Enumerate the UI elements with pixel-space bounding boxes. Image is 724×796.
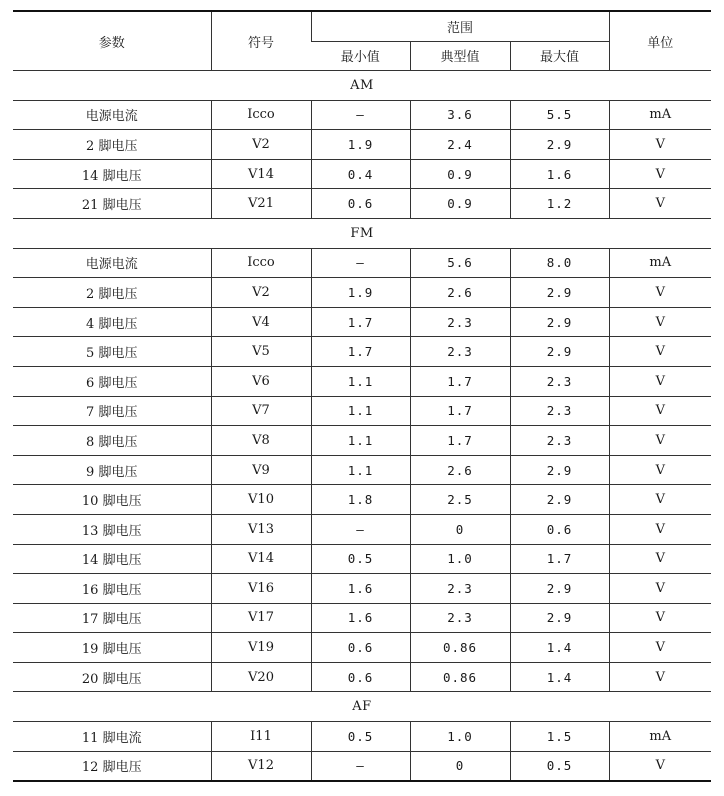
typ-cell: 0 bbox=[410, 514, 510, 544]
table-row bbox=[13, 426, 711, 456]
table-row bbox=[13, 514, 711, 544]
max-cell: 1.4 bbox=[510, 662, 609, 692]
typ-cell: 0.9 bbox=[410, 189, 510, 219]
symbol-cell: V5 bbox=[211, 337, 311, 367]
max-cell: 8.0 bbox=[510, 248, 609, 278]
min-cell: 0.6 bbox=[311, 189, 410, 219]
min-cell: 1.7 bbox=[311, 307, 410, 337]
table-row bbox=[13, 544, 711, 574]
param-cell: 21 脚电压 bbox=[13, 189, 211, 219]
unit-cell: V bbox=[609, 307, 711, 337]
header-min: 最小值 bbox=[311, 41, 410, 71]
max-cell: 2.9 bbox=[510, 603, 609, 633]
typ-cell: 2.4 bbox=[410, 130, 510, 160]
unit-cell: V bbox=[609, 278, 711, 308]
symbol-cell: V20 bbox=[211, 662, 311, 692]
table-row bbox=[13, 485, 711, 515]
unit-cell: V bbox=[609, 366, 711, 396]
max-cell: 0.5 bbox=[510, 751, 609, 781]
table-row bbox=[13, 278, 711, 308]
param-cell: 10 脚电压 bbox=[13, 485, 211, 515]
typ-cell: 1.7 bbox=[410, 396, 510, 426]
param-cell: 12 脚电压 bbox=[13, 751, 211, 781]
min-cell: 1.1 bbox=[311, 396, 410, 426]
param-cell: 20 脚电压 bbox=[13, 662, 211, 692]
table-row bbox=[13, 248, 711, 278]
symbol-cell: V19 bbox=[211, 633, 311, 663]
min-cell: — bbox=[311, 751, 410, 781]
symbol-cell: V2 bbox=[211, 130, 311, 160]
table-row bbox=[13, 396, 711, 426]
header-max: 最大值 bbox=[510, 41, 609, 71]
typ-cell: 2.5 bbox=[410, 485, 510, 515]
table-row bbox=[13, 574, 711, 604]
max-cell: 2.9 bbox=[510, 307, 609, 337]
max-cell: 1.2 bbox=[510, 189, 609, 219]
min-cell: 1.9 bbox=[311, 130, 410, 160]
table-row bbox=[13, 159, 711, 189]
unit-cell: V bbox=[609, 396, 711, 426]
table-row bbox=[13, 307, 711, 337]
typ-cell: 2.3 bbox=[410, 307, 510, 337]
min-cell: 1.9 bbox=[311, 278, 410, 308]
table-row bbox=[13, 662, 711, 692]
min-cell: 0.5 bbox=[311, 722, 410, 752]
section-row bbox=[13, 692, 711, 722]
max-cell: 2.3 bbox=[510, 396, 609, 426]
unit-cell: V bbox=[609, 633, 711, 663]
section-title: AF bbox=[13, 692, 711, 722]
max-cell: 2.9 bbox=[510, 337, 609, 367]
param-cell: 电源电流 bbox=[13, 100, 211, 130]
typ-cell: 0.86 bbox=[410, 662, 510, 692]
table-body bbox=[13, 71, 711, 782]
param-cell: 16 脚电压 bbox=[13, 574, 211, 604]
typ-cell: 2.6 bbox=[410, 455, 510, 485]
typ-cell: 5.6 bbox=[410, 248, 510, 278]
unit-cell: V bbox=[609, 544, 711, 574]
param-cell: 14 脚电压 bbox=[13, 544, 211, 574]
symbol-cell: V14 bbox=[211, 159, 311, 189]
table-row bbox=[13, 455, 711, 485]
typ-cell: 1.0 bbox=[410, 544, 510, 574]
typ-cell: 0 bbox=[410, 751, 510, 781]
unit-cell: V bbox=[609, 514, 711, 544]
min-cell: 1.1 bbox=[311, 455, 410, 485]
max-cell: 0.6 bbox=[510, 514, 609, 544]
param-cell: 19 脚电压 bbox=[13, 633, 211, 663]
table-row bbox=[13, 633, 711, 663]
table-row bbox=[13, 337, 711, 367]
unit-cell: V bbox=[609, 662, 711, 692]
typ-cell: 0.86 bbox=[410, 633, 510, 663]
unit-cell: mA bbox=[609, 248, 711, 278]
table-row bbox=[13, 100, 711, 130]
table-row bbox=[13, 130, 711, 160]
symbol-cell: V14 bbox=[211, 544, 311, 574]
section-title: AM bbox=[13, 71, 711, 101]
symbol-cell: V8 bbox=[211, 426, 311, 456]
unit-cell: V bbox=[609, 455, 711, 485]
min-cell: — bbox=[311, 100, 410, 130]
symbol-cell: V21 bbox=[211, 189, 311, 219]
header-row bbox=[13, 11, 711, 41]
symbol-cell: V7 bbox=[211, 396, 311, 426]
spec-table bbox=[13, 10, 711, 782]
param-cell: 8 脚电压 bbox=[13, 426, 211, 456]
min-cell: 1.8 bbox=[311, 485, 410, 515]
param-cell: 电源电流 bbox=[13, 248, 211, 278]
unit-cell: V bbox=[609, 130, 711, 160]
max-cell: 2.9 bbox=[510, 130, 609, 160]
max-cell: 2.9 bbox=[510, 485, 609, 515]
header-range: 范围 bbox=[311, 11, 609, 41]
param-cell: 6 脚电压 bbox=[13, 366, 211, 396]
min-cell: 0.4 bbox=[311, 159, 410, 189]
unit-cell: V bbox=[609, 337, 711, 367]
unit-cell: V bbox=[609, 751, 711, 781]
typ-cell: 1.0 bbox=[410, 722, 510, 752]
symbol-cell: V6 bbox=[211, 366, 311, 396]
min-cell: 0.6 bbox=[311, 633, 410, 663]
min-cell: 0.5 bbox=[311, 544, 410, 574]
table-row bbox=[13, 603, 711, 633]
section-title: FM bbox=[13, 218, 711, 248]
typ-cell: 2.3 bbox=[410, 603, 510, 633]
symbol-cell: V17 bbox=[211, 603, 311, 633]
table-row bbox=[13, 751, 711, 781]
min-cell: 1.1 bbox=[311, 426, 410, 456]
header-unit: 单位 bbox=[609, 11, 711, 71]
unit-cell: V bbox=[609, 426, 711, 456]
unit-cell: V bbox=[609, 189, 711, 219]
max-cell: 2.9 bbox=[510, 278, 609, 308]
max-cell: 1.6 bbox=[510, 159, 609, 189]
max-cell: 1.5 bbox=[510, 722, 609, 752]
typ-cell: 2.6 bbox=[410, 278, 510, 308]
unit-cell: V bbox=[609, 574, 711, 604]
max-cell: 2.9 bbox=[510, 574, 609, 604]
typ-cell: 1.7 bbox=[410, 426, 510, 456]
unit-cell: V bbox=[609, 159, 711, 189]
typ-cell: 2.3 bbox=[410, 574, 510, 604]
header-typ: 典型值 bbox=[410, 41, 510, 71]
unit-cell: mA bbox=[609, 100, 711, 130]
unit-cell: mA bbox=[609, 722, 711, 752]
min-cell: — bbox=[311, 514, 410, 544]
param-cell: 7 脚电压 bbox=[13, 396, 211, 426]
max-cell: 2.3 bbox=[510, 426, 609, 456]
section-row bbox=[13, 218, 711, 248]
symbol-cell: V9 bbox=[211, 455, 311, 485]
param-cell: 4 脚电压 bbox=[13, 307, 211, 337]
typ-cell: 1.7 bbox=[410, 366, 510, 396]
param-cell: 14 脚电压 bbox=[13, 159, 211, 189]
symbol-cell: V12 bbox=[211, 751, 311, 781]
symbol-cell: V16 bbox=[211, 574, 311, 604]
param-cell: 17 脚电压 bbox=[13, 603, 211, 633]
max-cell: 2.3 bbox=[510, 366, 609, 396]
param-cell: 9 脚电压 bbox=[13, 455, 211, 485]
symbol-cell: V4 bbox=[211, 307, 311, 337]
min-cell: 1.6 bbox=[311, 603, 410, 633]
table-row bbox=[13, 189, 711, 219]
symbol-cell: Icco bbox=[211, 100, 311, 130]
min-cell: — bbox=[311, 248, 410, 278]
param-cell: 13 脚电压 bbox=[13, 514, 211, 544]
unit-cell: V bbox=[609, 485, 711, 515]
min-cell: 1.1 bbox=[311, 366, 410, 396]
section-row bbox=[13, 71, 711, 101]
param-cell: 11 脚电流 bbox=[13, 722, 211, 752]
symbol-cell: V13 bbox=[211, 514, 311, 544]
typ-cell: 0.9 bbox=[410, 159, 510, 189]
max-cell: 1.4 bbox=[510, 633, 609, 663]
param-cell: 5 脚电压 bbox=[13, 337, 211, 367]
header-param: 参数 bbox=[13, 11, 211, 71]
param-cell: 2 脚电压 bbox=[13, 278, 211, 308]
symbol-cell: V2 bbox=[211, 278, 311, 308]
symbol-cell: V10 bbox=[211, 485, 311, 515]
max-cell: 2.9 bbox=[510, 455, 609, 485]
table-row bbox=[13, 722, 711, 752]
symbol-cell: I11 bbox=[211, 722, 311, 752]
min-cell: 1.6 bbox=[311, 574, 410, 604]
symbol-cell: Icco bbox=[211, 248, 311, 278]
param-cell: 2 脚电压 bbox=[13, 130, 211, 160]
max-cell: 1.7 bbox=[510, 544, 609, 574]
min-cell: 1.7 bbox=[311, 337, 410, 367]
typ-cell: 3.6 bbox=[410, 100, 510, 130]
unit-cell: V bbox=[609, 603, 711, 633]
min-cell: 0.6 bbox=[311, 662, 410, 692]
header-symbol: 符号 bbox=[211, 11, 311, 71]
max-cell: 5.5 bbox=[510, 100, 609, 130]
table-row bbox=[13, 366, 711, 396]
typ-cell: 2.3 bbox=[410, 337, 510, 367]
